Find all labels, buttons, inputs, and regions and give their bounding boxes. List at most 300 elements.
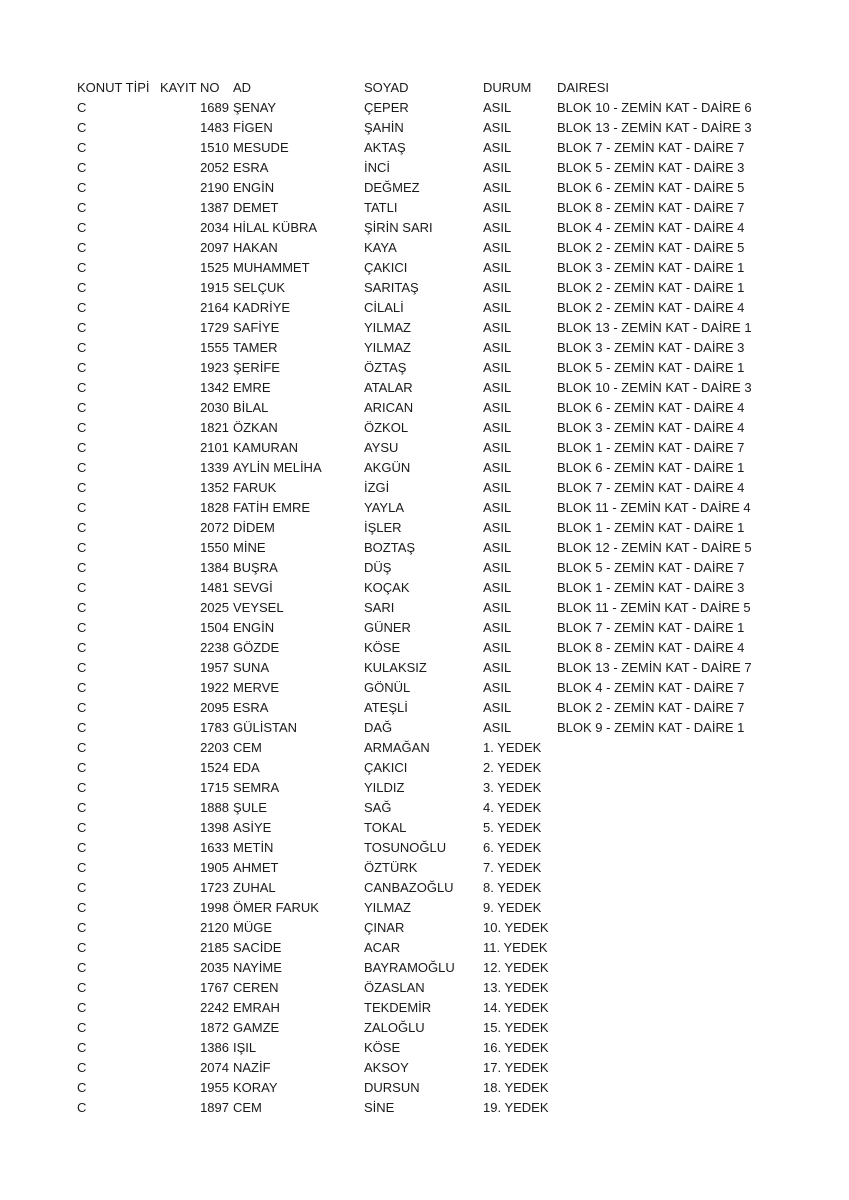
cell-durum: 1. YEDEK <box>483 740 542 755</box>
cell-kayit-no: 2164 <box>200 300 229 315</box>
cell-durum: ASIL <box>483 240 512 255</box>
table-row <box>0 458 849 478</box>
cell-ad: VEYSEL <box>233 600 284 615</box>
cell-dairesi: BLOK 12 - ZEMİN KAT - DAİRE 5 <box>557 540 752 555</box>
cell-kayit-no: 2074 <box>200 1060 229 1075</box>
cell-konut-tipi: C <box>77 860 87 875</box>
cell-kayit-no: 1525 <box>200 260 229 275</box>
header-durum: DURUM <box>483 80 532 95</box>
cell-dairesi: BLOK 11 - ZEMİN KAT - DAİRE 4 <box>557 500 751 515</box>
cell-kayit-no: 2072 <box>200 520 229 535</box>
cell-soyad: ACAR <box>364 940 401 955</box>
cell-ad: TAMER <box>233 340 278 355</box>
cell-durum: ASIL <box>483 140 512 155</box>
cell-kayit-no: 1767 <box>200 980 229 995</box>
cell-dairesi: BLOK 13 - ZEMİN KAT - DAİRE 1 <box>557 320 752 335</box>
cell-soyad: ÇEPER <box>364 100 409 115</box>
cell-soyad: GÜNER <box>364 620 411 635</box>
table-row <box>0 598 849 618</box>
cell-kayit-no: 1483 <box>200 120 229 135</box>
table-header-row <box>0 78 849 98</box>
cell-durum: 17. YEDEK <box>483 1060 549 1075</box>
cell-dairesi: BLOK 6 - ZEMİN KAT - DAİRE 1 <box>557 460 745 475</box>
cell-ad: CEM <box>233 740 262 755</box>
cell-ad: ESRA <box>233 160 269 175</box>
cell-ad: IŞIL <box>233 1040 257 1055</box>
cell-konut-tipi: C <box>77 640 87 655</box>
cell-ad: MÜGE <box>233 920 272 935</box>
cell-kayit-no: 1481 <box>200 580 229 595</box>
cell-kayit-no: 1715 <box>200 780 229 795</box>
cell-konut-tipi: C <box>77 840 87 855</box>
cell-kayit-no: 1821 <box>200 420 229 435</box>
table-row <box>0 778 849 798</box>
cell-soyad: ÖZTAŞ <box>364 360 407 375</box>
cell-kayit-no: 1384 <box>200 560 229 575</box>
cell-dairesi: BLOK 5 - ZEMİN KAT - DAİRE 7 <box>557 560 745 575</box>
cell-konut-tipi: C <box>77 420 87 435</box>
table-row <box>0 1078 849 1098</box>
table-row <box>0 398 849 418</box>
cell-konut-tipi: C <box>77 400 87 415</box>
cell-ad: MUHAMMET <box>233 260 310 275</box>
cell-konut-tipi: C <box>77 980 87 995</box>
cell-konut-tipi: C <box>77 220 87 235</box>
cell-ad: ASİYE <box>233 820 272 835</box>
cell-ad: SELÇUK <box>233 280 286 295</box>
cell-konut-tipi: C <box>77 540 87 555</box>
cell-durum: ASIL <box>483 180 512 195</box>
cell-durum: ASIL <box>483 640 512 655</box>
cell-durum: 9. YEDEK <box>483 900 542 915</box>
cell-konut-tipi: C <box>77 300 87 315</box>
results-table <box>0 78 849 1118</box>
header-dairesi: DAIRESI <box>557 80 610 95</box>
cell-dairesi: BLOK 3 - ZEMİN KAT - DAİRE 1 <box>557 260 745 275</box>
cell-konut-tipi: C <box>77 460 87 475</box>
cell-kayit-no: 1915 <box>200 280 229 295</box>
cell-ad: AHMET <box>233 860 279 875</box>
table-body <box>0 98 849 1118</box>
cell-kayit-no: 2035 <box>200 960 229 975</box>
cell-durum: ASIL <box>483 580 512 595</box>
cell-kayit-no: 1872 <box>200 1020 229 1035</box>
cell-soyad: ÖZKOL <box>364 420 409 435</box>
table-row <box>0 138 849 158</box>
cell-soyad: SARI <box>364 600 395 615</box>
cell-ad: MERVE <box>233 680 279 695</box>
cell-konut-tipi: C <box>77 760 87 775</box>
cell-soyad: YAYLA <box>364 500 404 515</box>
cell-durum: 8. YEDEK <box>483 880 542 895</box>
cell-kayit-no: 2101 <box>200 440 229 455</box>
cell-durum: ASIL <box>483 200 512 215</box>
table-row <box>0 438 849 458</box>
table-row <box>0 758 849 778</box>
table-row <box>0 978 849 998</box>
cell-konut-tipi: C <box>77 240 87 255</box>
cell-durum: ASIL <box>483 660 512 675</box>
table-row <box>0 918 849 938</box>
cell-ad: MESUDE <box>233 140 289 155</box>
header-kayit-no: KAYIT NO <box>160 80 220 95</box>
header-soyad: SOYAD <box>364 80 409 95</box>
table-row <box>0 538 849 558</box>
cell-soyad: İNCİ <box>364 160 390 175</box>
table-row <box>0 878 849 898</box>
cell-kayit-no: 2025 <box>200 600 229 615</box>
table-row <box>0 578 849 598</box>
table-row <box>0 118 849 138</box>
cell-durum: ASIL <box>483 460 512 475</box>
cell-konut-tipi: C <box>77 960 87 975</box>
cell-kayit-no: 1957 <box>200 660 229 675</box>
cell-konut-tipi: C <box>77 660 87 675</box>
cell-soyad: YILMAZ <box>364 320 411 335</box>
cell-durum: 7. YEDEK <box>483 860 542 875</box>
cell-durum: ASIL <box>483 300 512 315</box>
cell-soyad: AKGÜN <box>364 460 411 475</box>
cell-konut-tipi: C <box>77 1020 87 1035</box>
cell-konut-tipi: C <box>77 440 87 455</box>
cell-durum: ASIL <box>483 320 512 335</box>
cell-durum: ASIL <box>483 500 512 515</box>
cell-konut-tipi: C <box>77 1000 87 1015</box>
cell-konut-tipi: C <box>77 1060 87 1075</box>
cell-ad: ENGİN <box>233 180 275 195</box>
cell-soyad: ÖZASLAN <box>364 980 425 995</box>
cell-konut-tipi: C <box>77 100 87 115</box>
cell-ad: KAMURAN <box>233 440 299 455</box>
table-row <box>0 618 849 638</box>
cell-soyad: DAĞ <box>364 720 393 735</box>
cell-konut-tipi: C <box>77 900 87 915</box>
cell-ad: SEVGİ <box>233 580 273 595</box>
cell-durum: ASIL <box>483 120 512 135</box>
cell-soyad: AKTAŞ <box>364 140 406 155</box>
table-row <box>0 858 849 878</box>
cell-soyad: DÜŞ <box>364 560 392 575</box>
cell-kayit-no: 2095 <box>200 700 229 715</box>
cell-kayit-no: 2185 <box>200 940 229 955</box>
cell-soyad: AYSU <box>364 440 399 455</box>
cell-soyad: SAĞ <box>364 800 392 815</box>
cell-konut-tipi: C <box>77 140 87 155</box>
cell-soyad: AKSOY <box>364 1060 409 1075</box>
cell-konut-tipi: C <box>77 120 87 135</box>
cell-durum: 16. YEDEK <box>483 1040 549 1055</box>
cell-kayit-no: 1398 <box>200 820 229 835</box>
cell-soyad: KOÇAK <box>364 580 410 595</box>
table-row <box>0 478 849 498</box>
cell-kayit-no: 2034 <box>200 220 229 235</box>
cell-kayit-no: 1723 <box>200 880 229 895</box>
cell-dairesi: BLOK 6 - ZEMİN KAT - DAİRE 5 <box>557 180 745 195</box>
cell-kayit-no: 1998 <box>200 900 229 915</box>
cell-kayit-no: 2242 <box>200 1000 229 1015</box>
table-row <box>0 98 849 118</box>
cell-dairesi: BLOK 10 - ZEMİN KAT - DAİRE 3 <box>557 380 752 395</box>
cell-kayit-no: 1922 <box>200 680 229 695</box>
cell-dairesi: BLOK 3 - ZEMİN KAT - DAİRE 3 <box>557 340 745 355</box>
cell-durum: ASIL <box>483 620 512 635</box>
cell-ad: BUŞRA <box>233 560 278 575</box>
cell-konut-tipi: C <box>77 720 87 735</box>
table-row <box>0 498 849 518</box>
table-row <box>0 558 849 578</box>
cell-ad: ENGİN <box>233 620 275 635</box>
cell-dairesi: BLOK 4 - ZEMİN KAT - DAİRE 4 <box>557 220 745 235</box>
cell-ad: SUNA <box>233 660 270 675</box>
cell-durum: ASIL <box>483 360 512 375</box>
table-row <box>0 958 849 978</box>
table-row <box>0 838 849 858</box>
table-row <box>0 1018 849 1038</box>
cell-durum: ASIL <box>483 260 512 275</box>
table-row <box>0 938 849 958</box>
cell-kayit-no: 1633 <box>200 840 229 855</box>
cell-konut-tipi: C <box>77 820 87 835</box>
cell-kayit-no: 1783 <box>200 720 229 735</box>
cell-durum: ASIL <box>483 520 512 535</box>
cell-ad: ŞENAY <box>233 100 277 115</box>
cell-konut-tipi: C <box>77 1040 87 1055</box>
cell-durum: ASIL <box>483 600 512 615</box>
cell-konut-tipi: C <box>77 1080 87 1095</box>
cell-durum: ASIL <box>483 340 512 355</box>
cell-durum: ASIL <box>483 700 512 715</box>
cell-ad: KADRİYE <box>233 300 291 315</box>
cell-soyad: KÖSE <box>364 1040 401 1055</box>
cell-ad: NAZİF <box>233 1060 271 1075</box>
cell-soyad: CANBAZOĞLU <box>364 880 454 895</box>
cell-ad: ÖMER FARUK <box>233 900 319 915</box>
cell-kayit-no: 1689 <box>200 100 229 115</box>
cell-kayit-no: 1339 <box>200 460 229 475</box>
cell-soyad: TATLI <box>364 200 398 215</box>
table-row <box>0 798 849 818</box>
table-row <box>0 998 849 1018</box>
cell-soyad: ÖZTÜRK <box>364 860 418 875</box>
cell-ad: HİLAL KÜBRA <box>233 220 318 235</box>
cell-konut-tipi: C <box>77 200 87 215</box>
cell-ad: DİDEM <box>233 520 275 535</box>
cell-ad: NAYİME <box>233 960 282 975</box>
cell-soyad: YILMAZ <box>364 900 411 915</box>
cell-soyad: CİLALİ <box>364 300 404 315</box>
cell-kayit-no: 1888 <box>200 800 229 815</box>
cell-ad: CEREN <box>233 980 279 995</box>
table-row <box>0 378 849 398</box>
cell-kayit-no: 2097 <box>200 240 229 255</box>
cell-ad: GÖZDE <box>233 640 280 655</box>
cell-dairesi: BLOK 10 - ZEMİN KAT - DAİRE 6 <box>557 100 752 115</box>
cell-kayit-no: 1729 <box>200 320 229 335</box>
cell-konut-tipi: C <box>77 620 87 635</box>
cell-konut-tipi: C <box>77 260 87 275</box>
cell-dairesi: BLOK 9 - ZEMİN KAT - DAİRE 1 <box>557 720 745 735</box>
cell-ad: MİNE <box>233 540 266 555</box>
header-ad: AD <box>233 80 252 95</box>
cell-ad: SACİDE <box>233 940 282 955</box>
cell-soyad: TEKDEMİR <box>364 1000 432 1015</box>
cell-soyad: ATEŞLİ <box>364 700 408 715</box>
cell-ad: ŞERİFE <box>233 360 280 375</box>
cell-ad: CEM <box>233 1100 262 1115</box>
cell-ad: FARUK <box>233 480 277 495</box>
cell-ad: GÜLİSTAN <box>233 720 298 735</box>
table-row <box>0 898 849 918</box>
cell-soyad: DEĞMEZ <box>364 180 420 195</box>
table-row <box>0 518 849 538</box>
cell-konut-tipi: C <box>77 920 87 935</box>
cell-kayit-no: 1897 <box>200 1100 229 1115</box>
cell-konut-tipi: C <box>77 520 87 535</box>
cell-soyad: SİNE <box>364 1100 395 1115</box>
cell-durum: 4. YEDEK <box>483 800 542 815</box>
cell-konut-tipi: C <box>77 680 87 695</box>
cell-soyad: DURSUN <box>364 1080 420 1095</box>
cell-soyad: KULAKSIZ <box>364 660 427 675</box>
cell-soyad: ŞİRİN SARI <box>364 220 433 235</box>
cell-kayit-no: 1352 <box>200 480 229 495</box>
cell-konut-tipi: C <box>77 580 87 595</box>
cell-konut-tipi: C <box>77 740 87 755</box>
cell-konut-tipi: C <box>77 360 87 375</box>
cell-durum: 19. YEDEK <box>483 1100 549 1115</box>
cell-durum: ASIL <box>483 400 512 415</box>
cell-soyad: ÇINAR <box>364 920 405 935</box>
cell-soyad: BAYRAMOĞLU <box>364 960 455 975</box>
cell-ad: BİLAL <box>233 400 269 415</box>
cell-soyad: ÇAKICI <box>364 760 408 775</box>
cell-durum: 13. YEDEK <box>483 980 549 995</box>
cell-kayit-no: 1386 <box>200 1040 229 1055</box>
cell-ad: ÖZKAN <box>233 420 278 435</box>
cell-soyad: KÖSE <box>364 640 401 655</box>
cell-durum: ASIL <box>483 380 512 395</box>
table-row <box>0 698 849 718</box>
cell-kayit-no: 1550 <box>200 540 229 555</box>
table-row <box>0 238 849 258</box>
cell-ad: ZUHAL <box>233 880 276 895</box>
cell-ad: KORAY <box>233 1080 278 1095</box>
cell-durum: 10. YEDEK <box>483 920 549 935</box>
cell-soyad: ÇAKICI <box>364 260 408 275</box>
cell-konut-tipi: C <box>77 500 87 515</box>
cell-soyad: ARMAĞAN <box>364 740 430 755</box>
cell-ad: ESRA <box>233 700 269 715</box>
table-row <box>0 418 849 438</box>
cell-kayit-no: 1923 <box>200 360 229 375</box>
cell-kayit-no: 1510 <box>200 140 229 155</box>
cell-konut-tipi: C <box>77 1100 87 1115</box>
cell-durum: 18. YEDEK <box>483 1080 549 1095</box>
cell-soyad: GÖNÜL <box>364 680 411 695</box>
table-row <box>0 298 849 318</box>
cell-konut-tipi: C <box>77 600 87 615</box>
cell-kayit-no: 2238 <box>200 640 229 655</box>
table-row <box>0 1058 849 1078</box>
table-row <box>0 258 849 278</box>
cell-dairesi: BLOK 7 - ZEMİN KAT - DAİRE 7 <box>557 140 745 155</box>
cell-soyad: TOSUNOĞLU <box>364 840 447 855</box>
cell-dairesi: BLOK 13 - ZEMİN KAT - DAİRE 3 <box>557 120 752 135</box>
cell-dairesi: BLOK 6 - ZEMİN KAT - DAİRE 4 <box>557 400 745 415</box>
cell-durum: ASIL <box>483 420 512 435</box>
cell-ad: SEMRA <box>233 780 280 795</box>
cell-kayit-no: 2120 <box>200 920 229 935</box>
cell-ad: GAMZE <box>233 1020 280 1035</box>
cell-dairesi: BLOK 7 - ZEMİN KAT - DAİRE 4 <box>557 480 745 495</box>
cell-dairesi: BLOK 5 - ZEMİN KAT - DAİRE 1 <box>557 360 745 375</box>
cell-ad: DEMET <box>233 200 279 215</box>
cell-durum: 12. YEDEK <box>483 960 549 975</box>
cell-soyad: ATALAR <box>364 380 413 395</box>
cell-soyad: BOZTAŞ <box>364 540 416 555</box>
cell-kayit-no: 2203 <box>200 740 229 755</box>
cell-kayit-no: 1555 <box>200 340 229 355</box>
cell-konut-tipi: C <box>77 780 87 795</box>
cell-konut-tipi: C <box>77 940 87 955</box>
cell-durum: 15. YEDEK <box>483 1020 549 1035</box>
table-row <box>0 338 849 358</box>
cell-dairesi: BLOK 3 - ZEMİN KAT - DAİRE 4 <box>557 420 745 435</box>
cell-konut-tipi: C <box>77 380 87 395</box>
cell-dairesi: BLOK 8 - ZEMİN KAT - DAİRE 7 <box>557 200 745 215</box>
table-row <box>0 358 849 378</box>
cell-durum: 5. YEDEK <box>483 820 542 835</box>
cell-ad: AYLİN MELİHA <box>233 460 322 475</box>
cell-konut-tipi: C <box>77 180 87 195</box>
table-row <box>0 638 849 658</box>
cell-konut-tipi: C <box>77 340 87 355</box>
table-row <box>0 738 849 758</box>
cell-kayit-no: 2190 <box>200 180 229 195</box>
cell-ad: EMRE <box>233 380 271 395</box>
cell-konut-tipi: C <box>77 320 87 335</box>
cell-durum: 6. YEDEK <box>483 840 542 855</box>
table-row <box>0 218 849 238</box>
cell-ad: ŞULE <box>233 800 267 815</box>
cell-soyad: TOKAL <box>364 820 407 835</box>
cell-konut-tipi: C <box>77 480 87 495</box>
cell-konut-tipi: C <box>77 560 87 575</box>
cell-soyad: KAYA <box>364 240 397 255</box>
table-row <box>0 278 849 298</box>
cell-ad: EDA <box>233 760 260 775</box>
cell-soyad: YILMAZ <box>364 340 411 355</box>
cell-durum: ASIL <box>483 160 512 175</box>
cell-dairesi: BLOK 4 - ZEMİN KAT - DAİRE 7 <box>557 680 745 695</box>
cell-dairesi: BLOK 2 - ZEMİN KAT - DAİRE 5 <box>557 240 745 255</box>
cell-dairesi: BLOK 11 - ZEMİN KAT - DAİRE 5 <box>557 600 751 615</box>
cell-dairesi: BLOK 2 - ZEMİN KAT - DAİRE 4 <box>557 300 745 315</box>
cell-ad: FATİH EMRE <box>233 500 311 515</box>
cell-durum: 11. YEDEK <box>483 940 548 955</box>
cell-dairesi: BLOK 2 - ZEMİN KAT - DAİRE 1 <box>557 280 745 295</box>
cell-durum: ASIL <box>483 680 512 695</box>
table-row <box>0 1038 849 1058</box>
cell-durum: ASIL <box>483 100 512 115</box>
cell-kayit-no: 1342 <box>200 380 229 395</box>
cell-konut-tipi: C <box>77 880 87 895</box>
table-row <box>0 1098 849 1118</box>
cell-kayit-no: 1504 <box>200 620 229 635</box>
cell-ad: EMRAH <box>233 1000 280 1015</box>
table-row <box>0 818 849 838</box>
cell-durum: ASIL <box>483 220 512 235</box>
